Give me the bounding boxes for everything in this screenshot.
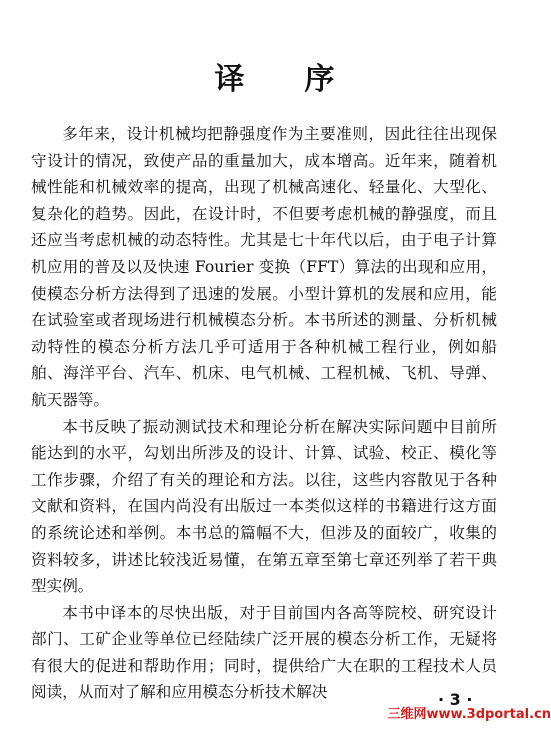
preface-body [31, 121, 497, 706]
paragraph-1: 多年来，设计机械均把静强度作为主要准则，因此往往出现保守设计的情况，致使产品的重量加大，成本增高。近年来，随着机械性能和机械效率的提高，出现了机械高速化、轻量化、大型化、复杂化的趋势。因此，在设计时，不但要考虑机械的静强度，而且还应当考虑机械的动态特性。尤其是七十年代以后，由于电子计算机应用的普及以及快速 Fourier 变换（FFT）算法的出现和应用，使模态分析方法得到了迅速的发展。小型计算机的发展和应用，能在试验室或者现场进行机械模态分析。本书所述的测量、分析机械动特性的模态分析方法几乎可适用于各种机械工程行业，例如船舶、海洋平台、汽车、机床、电气机械、工程机械、飞机、导弹、航天器等。 [31, 125, 497, 409]
title-char-2: 序 [304, 62, 337, 97]
page-number: · 3 · [438, 690, 473, 709]
page-title [0, 62, 551, 98]
site-watermark: 三维网www.3dportal.cn [387, 707, 551, 722]
paragraph-2: 本书反映了振动测试技术和理论分析在解决实际问题中目前所能达到的水平，勾划出所涉及的设计、计算、试验、校正、模化等工作步骤，介绍了有关的理论和方法。以往，这些内容散见于各种文献和资料，在国内尚没有出版过一本类似这样的书籍进行这方面的系统论述和举例。本书总的篇幅不大，但涉及的面较广，收集的资料较多，讲述比较浅近易懂，在第五章至第七章还列举了若干典型实例。 [31, 417, 497, 596]
title-char-1: 译 [214, 62, 247, 97]
paragraph-3: 本书中译本的尽快出版，对于目前国内各高等院校、研究设计部门、工矿企业等单位已经陆续广泛开展的模态分析工作，无疑将有很大的促进和帮助作用；同时，提供给广大在职的工程技术人员阅读，从而对了解和应用模态分析技术解决 [31, 603, 497, 702]
